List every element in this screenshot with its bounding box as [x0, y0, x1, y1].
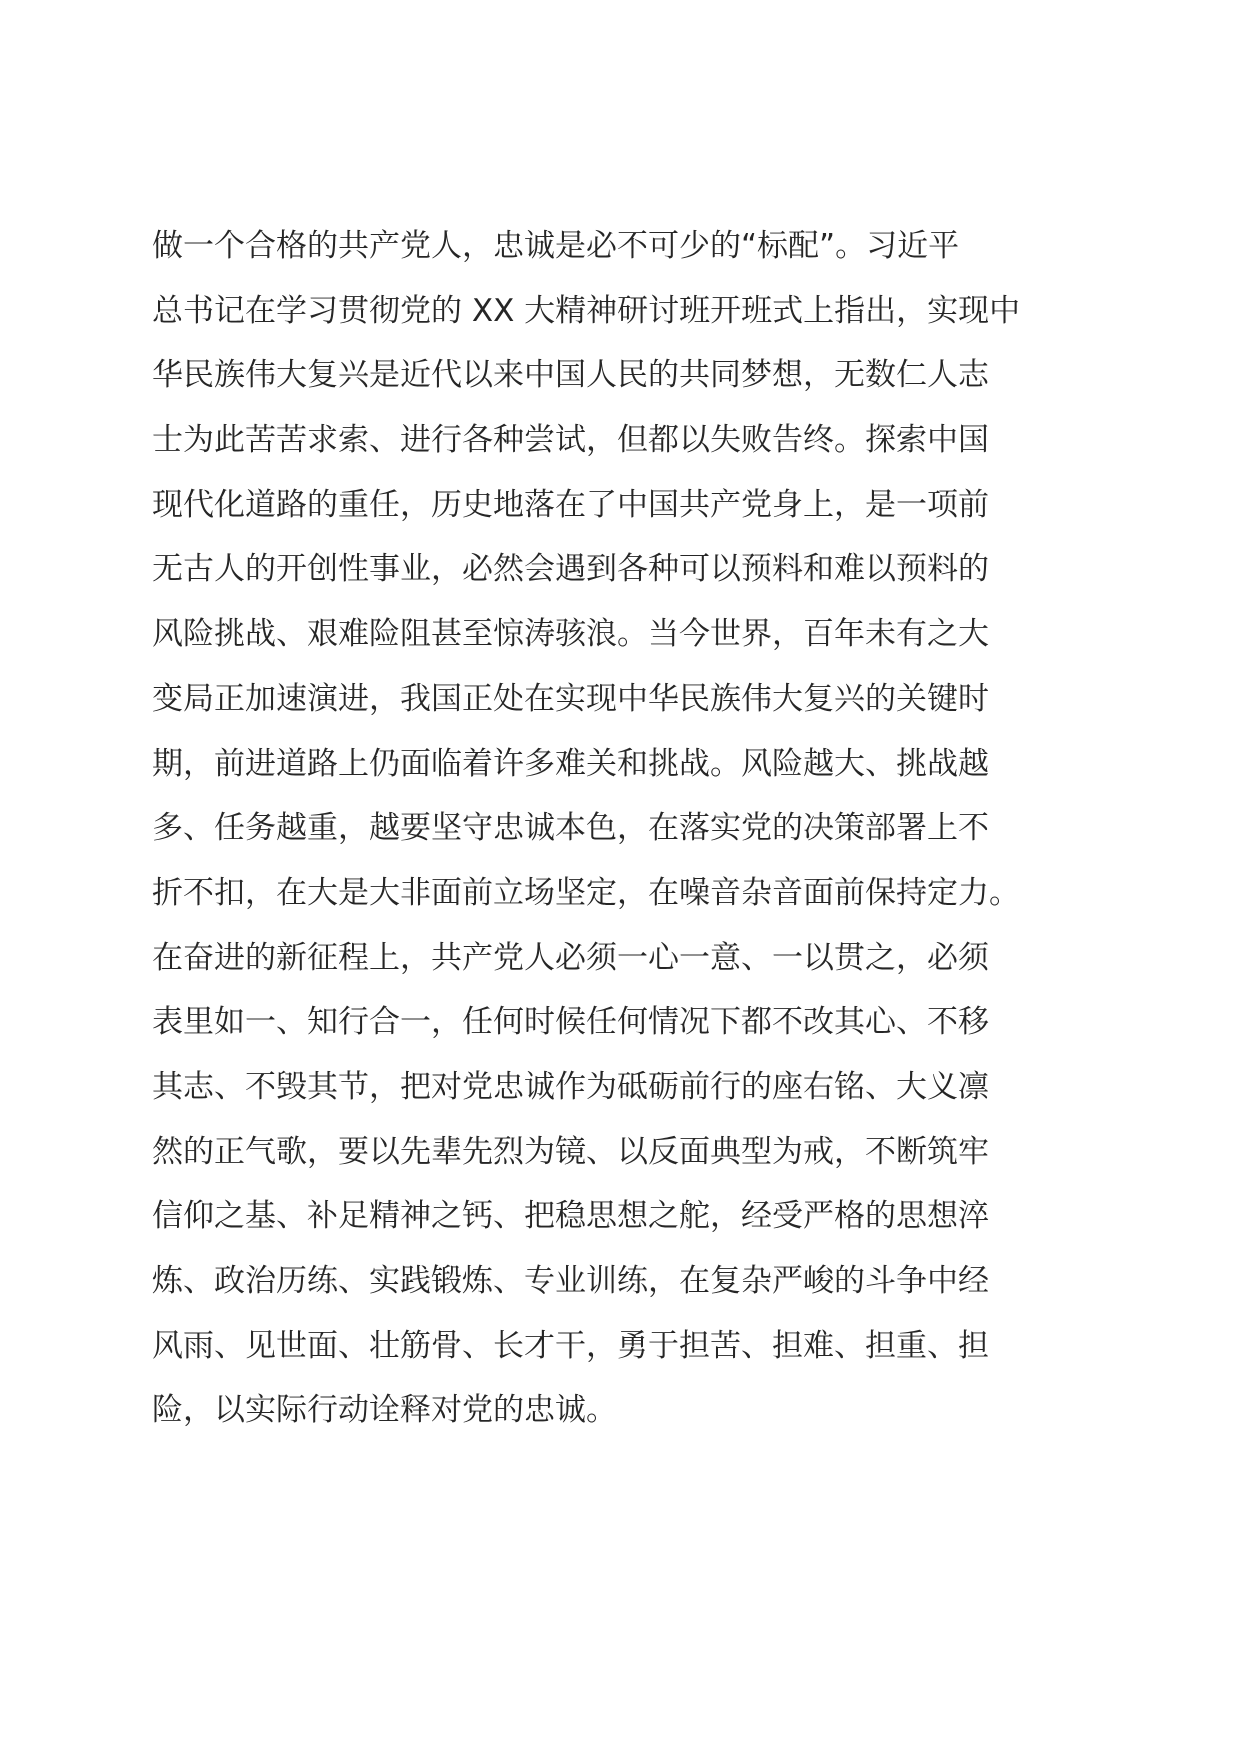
paragraph-line: 华民族伟大复兴是近代以来中国人民的共同梦想，无数仁人志 — [152, 357, 989, 394]
paragraph-line: 多、任务越重，越要坚守忠诚本色，在落实党的决策部署上不 — [152, 810, 989, 847]
paragraph-line: 折不扣，在大是大非面前立场坚定，在噪音杂音面前保持定力。 — [152, 874, 1020, 911]
paragraph-line: 风险挑战、艰难险阻甚至惊涛骇浪。当今世界，百年未有之大 — [152, 616, 989, 653]
paragraph-line: 险，以实际行动诠释对党的忠诚。 — [152, 1392, 617, 1429]
paragraph-line: 表里如一、知行合一，任何时候任何情况下都不改其心、不移 — [152, 1004, 989, 1041]
paragraph-line: 风雨、见世面、壮筋骨、长才干，勇于担苦、担难、担重、担 — [152, 1327, 989, 1364]
paragraph-line: 无古人的开创性事业，必然会遇到各种可以预料和难以预料的 — [152, 551, 989, 588]
paragraph-line: 在奋进的新征程上，共产党人必须一心一意、一以贯之，必须 — [152, 939, 989, 976]
body-paragraph — [152, 214, 1092, 1443]
paragraph-line: 现代化道路的重任，历史地落在了中国共产党身上，是一项前 — [152, 486, 989, 523]
paragraph-line: 然的正气歌，要以先辈先烈为镜、以反面典型为戒，不断筑牢 — [152, 1133, 989, 1170]
paragraph-line: 炼、政治历练、实践锻炼、专业训练，在复杂严峻的斗争中经 — [152, 1263, 989, 1299]
paragraph-line: 其志、不毁其节，把对党忠诚作为砥砺前行的座右铭、大义凛 — [152, 1068, 989, 1105]
paragraph-line: 变局正加速演进，我国正处在实现中华民族伟大复兴的关键时 — [152, 680, 989, 717]
paragraph-line: 士为此苦苦求索、进行各种尝试，但都以失败告终。探索中国 — [152, 422, 989, 459]
paragraph-line: 总书记在学习贯彻党的 XX 大精神研讨班开班式上指出，实现中 — [152, 292, 1021, 329]
paragraph-line: 期，前进道路上仍面临着许多难关和挑战。风险越大、挑战越 — [152, 745, 989, 782]
paragraph-line: 做一个合格的共产党人，忠诚是必不可少的“标配”。习近平 — [152, 228, 960, 264]
paragraph-line: 信仰之基、补足精神之钙、把稳思想之舵，经受严格的思想淬 — [152, 1198, 989, 1235]
